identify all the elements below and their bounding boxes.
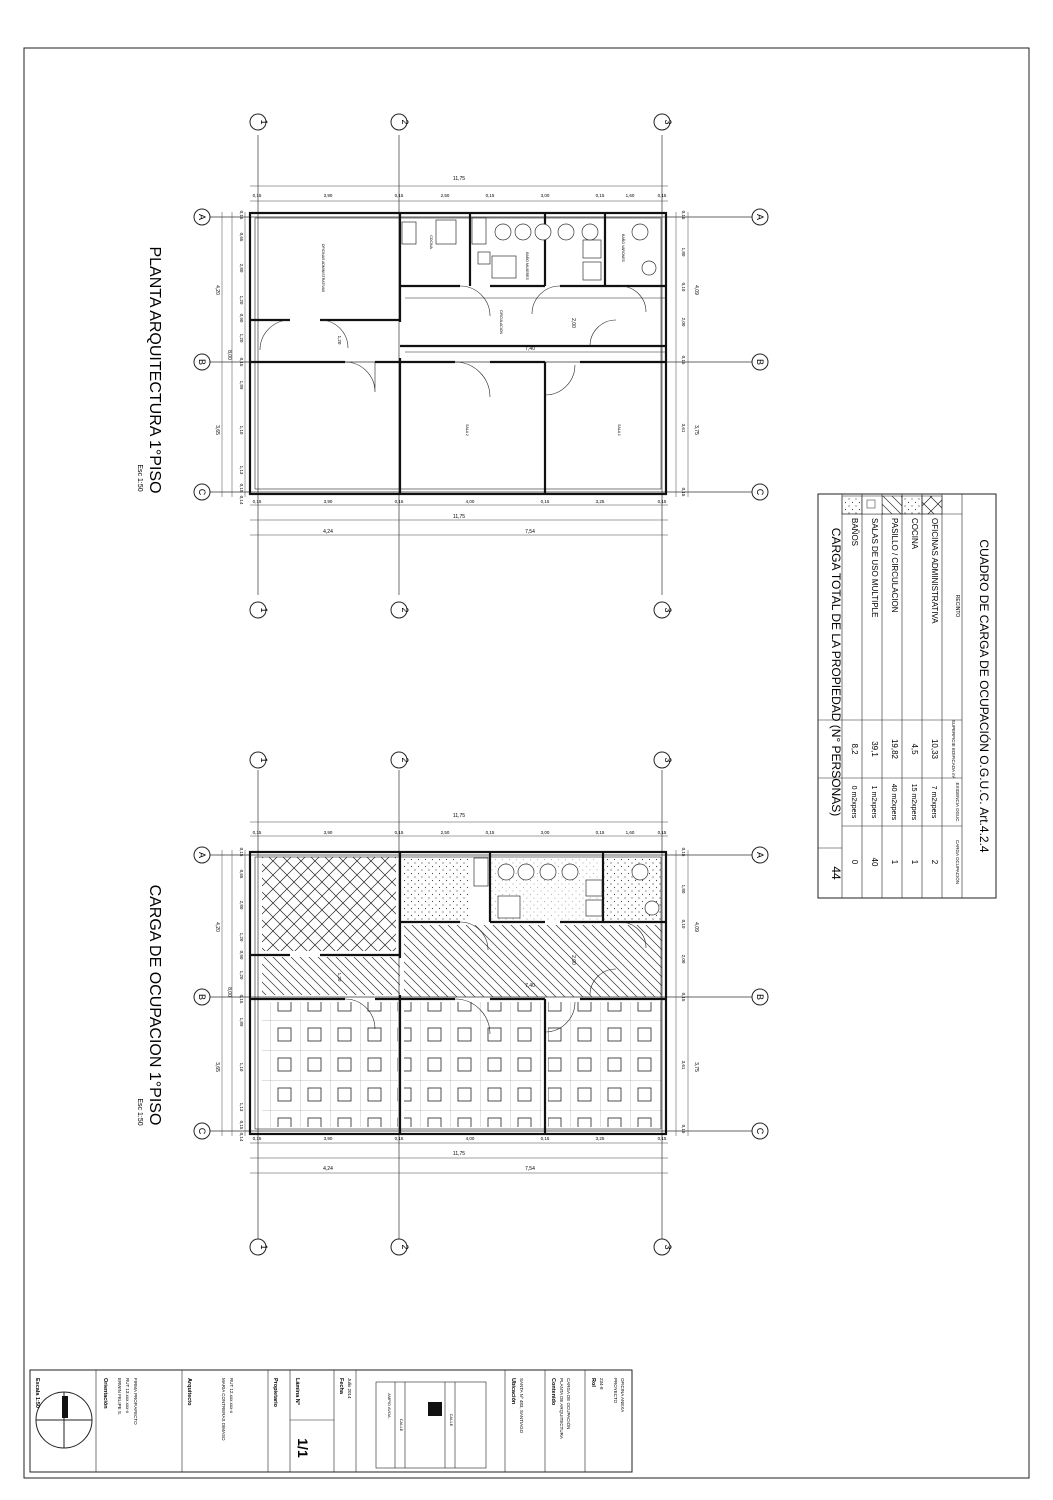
dim-top: 2,50: [440, 193, 450, 198]
axis-letter-label: A: [755, 851, 765, 859]
dim-bottom: 0,15: [540, 499, 550, 504]
tb-escala: Escala 1:50: [34, 1378, 40, 1408]
dim-right-inner: 3,61: [681, 1060, 686, 1070]
axis-number-label: 3: [663, 607, 673, 613]
dim-bottom: 3,25: [595, 499, 605, 504]
dim-bottom: 4,00: [465, 499, 475, 504]
axis-letter-label: C: [755, 1127, 765, 1135]
dim-left-inner: 2,80: [239, 900, 244, 910]
tb-map-street: AMPIO AVDA.: [387, 1393, 392, 1419]
dim-total: 11,75: [452, 1151, 466, 1157]
dim-left: 4,20: [214, 285, 220, 295]
axis-number-label: 1: [259, 607, 269, 613]
table-row-load: 1: [890, 859, 899, 865]
room-hall2-label: SALA 2: [465, 424, 469, 436]
dim-right-inner: 1,80: [681, 247, 686, 257]
axis-number-label: 2: [400, 1244, 410, 1250]
dim-left-inner: 1,20: [239, 295, 244, 305]
dim-left: 8,00: [226, 987, 232, 997]
room-office-label: OFICINAS ADMINISTRATIVAS: [321, 243, 325, 293]
dim-top: 0,15: [252, 830, 262, 835]
tb-ubicacion-value: SANTA Nº 483, SANTIAGO: [519, 1378, 524, 1434]
table-header: EXIGENCIA OGUC: [955, 782, 960, 822]
plan-title: PLANTA ARQUITECTURA 1°PISO: [146, 246, 163, 494]
table-row-area: 39,1: [870, 741, 879, 757]
dim-left: 4,20: [214, 922, 220, 932]
axis-letter-label: A: [197, 851, 207, 859]
tb-owner-line: RUT 13.xxx.xxx-x: [125, 1378, 130, 1414]
axis-letter-label: A: [197, 213, 207, 221]
axis-letter-label: B: [197, 358, 207, 366]
axis-letter-label: B: [755, 358, 765, 366]
tb-ubicacion-label: Ubicación: [510, 1378, 516, 1405]
dim-top: 0,15: [595, 830, 605, 835]
dim-right-inner: 0,15: [681, 847, 686, 857]
table-row-load: 1: [910, 859, 919, 865]
room-bath2-label: BAÑO VARONES: [621, 234, 625, 262]
dim-bottom: 0,15: [540, 1136, 550, 1141]
dim-right-inner: 0,10: [681, 919, 686, 929]
dim-left-inner: 0,65: [239, 232, 244, 242]
room-corridor-label: CIRCULACION: [499, 309, 503, 335]
table-row-load: 2: [930, 859, 939, 865]
table-row-req: 7 m2xpers: [930, 785, 937, 819]
tb-contenido-line: CARGA DE OCUPACIÓN: [566, 1378, 571, 1430]
room-hall1-label: SALA 1: [617, 424, 621, 436]
dim-left-inner: 0,14: [239, 495, 244, 505]
room-bath-label: BAÑO MUJERES: [525, 252, 529, 280]
tb-arquitecto-label: Arquitecto: [186, 1378, 192, 1406]
dim-left-inner: 0,14: [239, 1132, 244, 1142]
dim-left-inner: 1,13: [239, 465, 244, 475]
tb-orientacion: Orientación: [102, 1378, 108, 1409]
table-title: CUADRO DE CARGA DE OCUPACIÓN O.G.U.C. Art.4.2.4: [977, 539, 991, 853]
tb-rol-label: Rol: [590, 1378, 596, 1387]
dim-bottom: 0,15: [394, 1136, 404, 1141]
table-row-load: 40: [870, 857, 879, 867]
dim-left-inner: 0,15: [239, 1120, 244, 1130]
table-row-req: 15 m2xpers: [910, 783, 917, 821]
axis-letter-label: A: [755, 213, 765, 221]
table-row-area: 8,2: [850, 743, 859, 755]
dim-part: 7,54: [525, 529, 535, 535]
table-header: SUPERFICIE EDIFICADA m²: [951, 719, 956, 779]
dim-corridor-h: 2,00: [570, 318, 576, 328]
tb-fecha-value: Julio 2014: [347, 1378, 352, 1399]
table-row-name: SALAS DE USO MULTIPLE: [870, 518, 879, 618]
dim-left: 3,65: [214, 425, 220, 435]
dim-right-inner: 1,80: [681, 884, 686, 894]
dim-door: 1,20: [337, 972, 342, 982]
tb-rol-value: 234-8: [599, 1378, 604, 1390]
tb-map-street: CALLE: [399, 1418, 404, 1432]
dim-right-inner: 0,15: [681, 992, 686, 1002]
dim-left-inner: 0,65: [239, 869, 244, 879]
dim-bottom: 3,90: [323, 1136, 333, 1141]
axis-number-label: 2: [400, 757, 410, 763]
dim-top: 3,90: [323, 830, 333, 835]
tb-contenido-label: Contenido: [550, 1378, 556, 1406]
table-row-name: COCINA: [910, 518, 919, 550]
occupancy-table: [818, 494, 996, 898]
table-header: CARGA OCUPACIÓN: [955, 840, 960, 884]
axis-number-label: 3: [663, 757, 673, 763]
table-row-area: 4,5: [910, 743, 919, 755]
dim-corridor-h: 2,00: [570, 955, 576, 965]
table-row-name: BAÑOS: [850, 518, 859, 547]
table-total-value: 44: [829, 866, 843, 880]
axis-number-label: 2: [400, 607, 410, 613]
dim-left-inner: 1,89: [239, 1017, 244, 1027]
dim-right-inner: 0,15: [681, 210, 686, 220]
table-row-name: OFICINAS ADMINISTRATIVA: [930, 518, 939, 624]
dim-right: 3,75: [693, 425, 699, 435]
axis-number-label: 2: [400, 119, 410, 125]
table-row-load: 0: [850, 859, 859, 865]
dim-corridor: 7,40: [525, 983, 535, 989]
tb-arquitecto-line: RUT 12.xxx.xxx-x: [229, 1378, 234, 1414]
tb-lamina-value: 1/1: [295, 1438, 311, 1458]
dim-bottom: 0,15: [394, 499, 404, 504]
dim-left-inner: 0,15: [239, 994, 244, 1004]
dim-part: 7,54: [525, 1166, 535, 1172]
dim-top: 0,15: [252, 193, 262, 198]
tb-proyecto-label: PROYECTO: [613, 1378, 618, 1404]
dim-part: 4,24: [323, 529, 333, 535]
dim-top: 3,90: [323, 193, 333, 198]
tb-arquitecto-line: MARIA CONTRERAS DIMASO: [221, 1378, 226, 1441]
dim-left-inner: 1,89: [239, 380, 244, 390]
axis-number-label: 1: [259, 1244, 269, 1250]
dim-left-inner: 1,20: [239, 932, 244, 942]
table-row-req: 40 m2xpers: [890, 783, 897, 821]
tb-contenido-line: PLANTA DE ARQUITECTURA: [559, 1378, 564, 1439]
dim-right: 4,09: [693, 922, 699, 932]
dim-left-inner: 0,90: [239, 313, 244, 323]
dim-left: 3,65: [214, 1062, 220, 1072]
dim-bottom: 0,15: [657, 1136, 667, 1141]
dim-top: 0,15: [657, 193, 667, 198]
tb-fecha-label: Fecha: [338, 1378, 344, 1394]
dim-total: 11,75: [452, 813, 466, 819]
axis-letter-label: C: [755, 488, 765, 496]
dim-part: 4,24: [323, 1166, 333, 1172]
dim-top: 0,15: [394, 830, 404, 835]
dim-right: 4,09: [693, 285, 699, 295]
dim-right-inner: 0,15: [681, 355, 686, 365]
tb-propietario-label: Propietario: [272, 1378, 278, 1408]
dim-bottom: 4,00: [465, 1136, 475, 1141]
dim-left-inner: 1,20: [239, 970, 244, 980]
table-total-label: CARGA TOTAL DE LA PROPIEDAD (N° PERSONAS): [829, 527, 843, 817]
dim-top: 1,60: [625, 830, 635, 835]
axis-number-label: 3: [663, 1244, 673, 1250]
axis-number-label: 1: [259, 757, 269, 763]
table-row-req: 0 m2xpers: [850, 785, 857, 819]
dim-left-inner: 1,13: [239, 1102, 244, 1112]
dim-bottom: 3,25: [595, 1136, 605, 1141]
dim-total: 11,75: [452, 514, 466, 520]
axis-number-label: 3: [663, 119, 673, 125]
dim-left-inner: 0,15: [239, 210, 244, 220]
plan-scale: Esc 1:50: [136, 464, 143, 492]
dim-bottom: 0,15: [252, 1136, 262, 1141]
room-kitchen-label: COCINA: [429, 235, 433, 249]
dim-right-inner: 0,15: [681, 487, 686, 497]
axis-letter-label: C: [197, 1127, 207, 1135]
table-row-area: 10,33: [930, 738, 939, 760]
table-row-name: PASILLO / CIRCULACION: [890, 518, 899, 613]
tb-proyecto-value: OFICINA ANEXA: [620, 1378, 625, 1413]
dim-top: 0,15: [485, 830, 495, 835]
dim-top: 0,15: [657, 830, 667, 835]
dim-left-inner: 2,80: [239, 263, 244, 273]
dim-left-inner: 1,20: [239, 333, 244, 343]
dim-left-inner: 0,15: [239, 483, 244, 493]
tb-lamina-label: Lámina N°: [294, 1378, 300, 1405]
dim-top: 0,15: [595, 193, 605, 198]
dim-top: 0,15: [485, 193, 495, 198]
dim-top: 2,50: [440, 830, 450, 835]
axis-letter-label: B: [197, 993, 207, 1001]
dim-right-inner: 0,15: [681, 1124, 686, 1134]
dim-right-inner: 2,00: [681, 317, 686, 327]
table-row-area: 19,82: [890, 738, 899, 760]
dim-left-inner: 0,90: [239, 950, 244, 960]
dim-left-inner: 0,15: [239, 847, 244, 857]
dim-left: 8,00: [226, 350, 232, 360]
axis-number-label: 1: [259, 119, 269, 125]
tb-owner-line: ERWIN FELIPE S.: [117, 1378, 122, 1416]
dim-right-inner: 3,61: [681, 423, 686, 433]
table-header: RECINTO: [954, 594, 960, 618]
dim-total: 11,75: [452, 176, 466, 182]
dim-top: 1,60: [625, 193, 635, 198]
dim-right: 3,75: [693, 1062, 699, 1072]
dim-door: 1,20: [337, 335, 342, 345]
dim-bottom: 0,15: [252, 499, 262, 504]
dim-right-inner: 2,00: [681, 954, 686, 964]
load-title: CARGA DE OCUPACION 1°PISO: [146, 884, 163, 1126]
dim-bottom: 0,15: [657, 499, 667, 504]
dim-top: 0,15: [394, 193, 404, 198]
tb-owner-line: FIRMA PROP.AFECTO: [133, 1378, 138, 1425]
dim-left-inner: 1,10: [239, 425, 244, 435]
dim-left-inner: 0,15: [239, 357, 244, 367]
dim-corridor: 7,40: [525, 346, 535, 352]
dim-bottom: 3,90: [323, 499, 333, 504]
dim-left-inner: 1,10: [239, 1062, 244, 1072]
table-row-req: 1 m2xpers: [870, 785, 877, 819]
tb-map-street: CALLE: [449, 1413, 454, 1427]
dim-top: 3,00: [540, 193, 550, 198]
load-scale: Esc 1:50: [136, 1098, 143, 1126]
axis-letter-label: B: [755, 993, 765, 1001]
dim-right-inner: 0,10: [681, 282, 686, 292]
axis-letter-label: C: [197, 488, 207, 496]
dim-top: 3,00: [540, 830, 550, 835]
